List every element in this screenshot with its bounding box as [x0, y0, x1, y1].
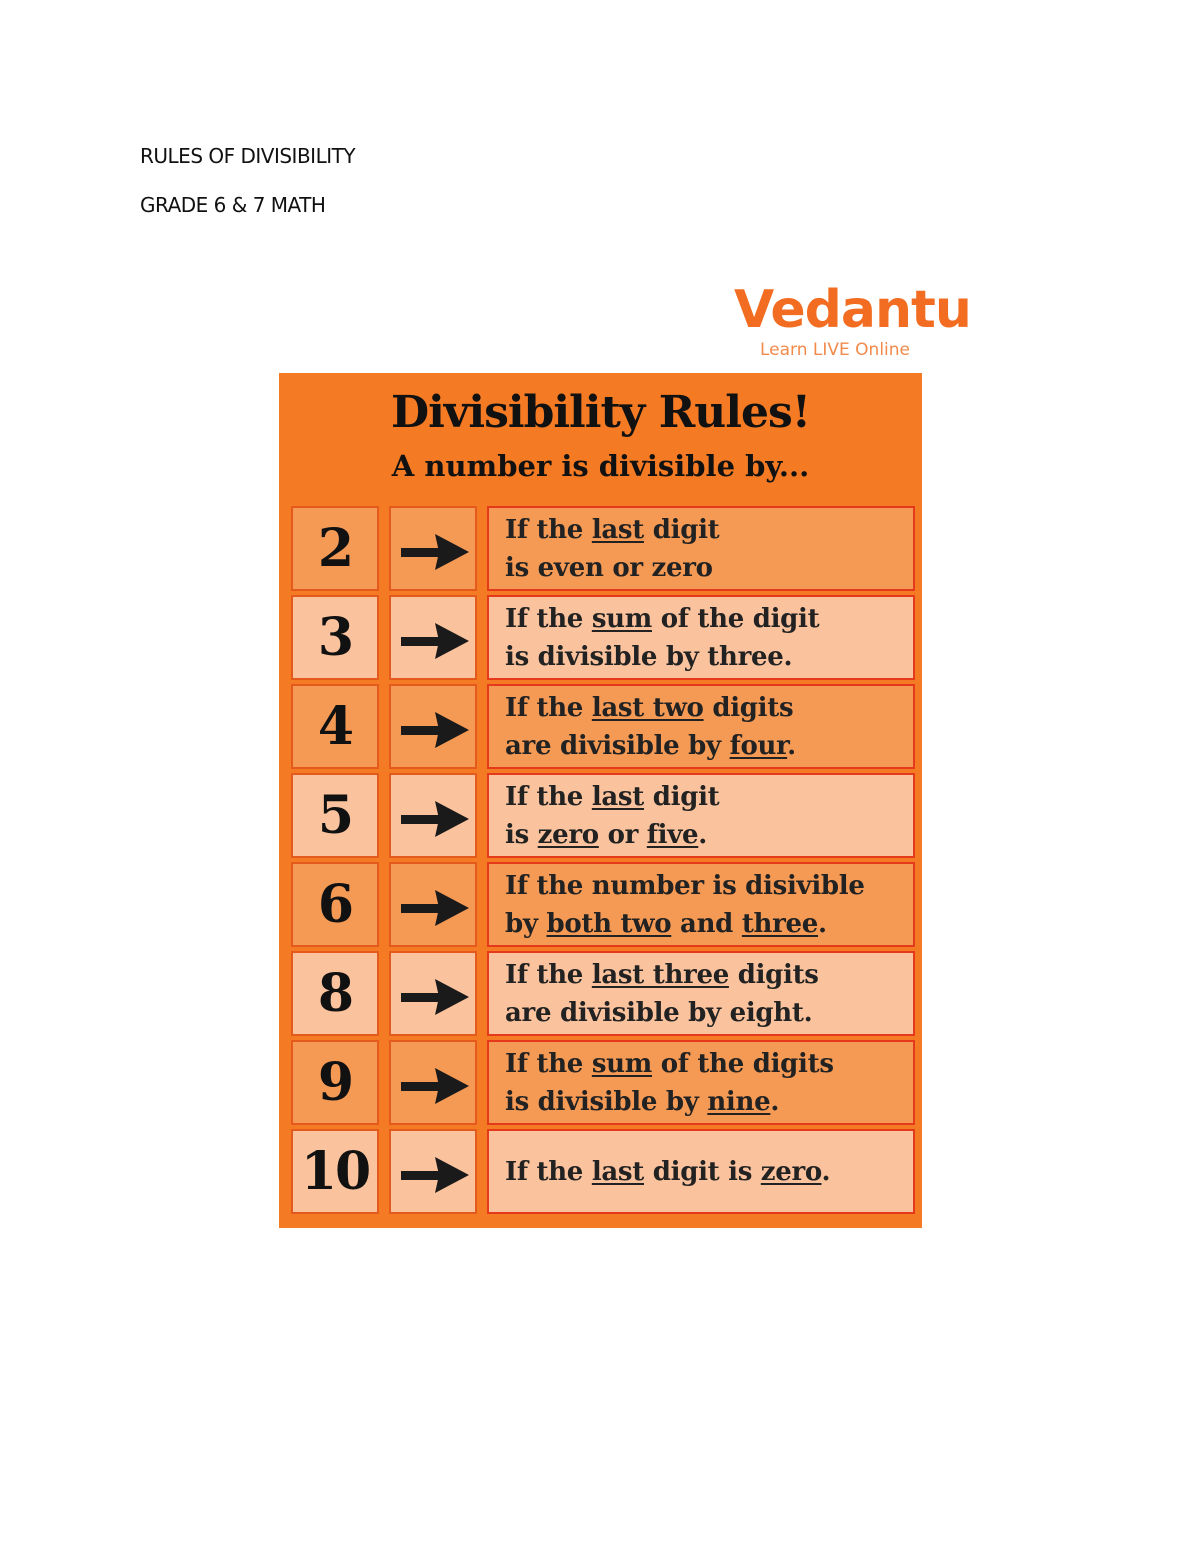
rule-line: If the last digit is zero.	[505, 1156, 831, 1187]
rule-line: is divisible by nine.	[505, 1086, 780, 1117]
arrow-cell	[389, 506, 477, 591]
number-cell	[291, 506, 379, 591]
rule-line: is zero or five.	[505, 819, 708, 850]
right-arrow-icon	[399, 710, 471, 750]
arrow-cell	[389, 1129, 477, 1214]
number-cell	[291, 862, 379, 947]
rule-cell	[487, 773, 915, 858]
rule-row	[291, 505, 916, 594]
number-cell	[291, 1040, 379, 1125]
right-arrow-icon	[399, 1066, 471, 1106]
rule-row	[291, 683, 916, 772]
poster-title: Divisibility Rules!	[390, 387, 811, 438]
document-title: RULES OF DIVISIBILITY	[140, 144, 356, 168]
vedantu-logo	[734, 280, 971, 366]
divisor-number: 3	[317, 607, 353, 668]
rule-line: is divisible by three.	[505, 641, 793, 672]
rule-text	[505, 597, 907, 678]
divisor-number: 9	[317, 1052, 353, 1113]
rule-cell	[487, 506, 915, 591]
rule-line: If the number is disivible	[505, 870, 865, 901]
rule-line: If the last digit	[505, 514, 720, 545]
rule-line: If the sum of the digits	[505, 1048, 834, 1079]
divisor-number: 6	[317, 874, 353, 935]
arrow-cell	[389, 684, 477, 769]
rule-cell	[487, 595, 915, 680]
arrow-cell	[389, 1040, 477, 1125]
rule-text	[505, 686, 907, 767]
rule-line: is even or zero	[505, 552, 713, 583]
number-cell	[291, 595, 379, 680]
rule-text	[505, 864, 907, 945]
rule-row	[291, 861, 916, 950]
arrow-cell	[389, 951, 477, 1036]
rules-table	[291, 505, 916, 1217]
rule-cell	[487, 1040, 915, 1125]
rule-row	[291, 772, 916, 861]
divisor-number: 2	[317, 518, 353, 579]
rule-row	[291, 594, 916, 683]
rule-text	[505, 1131, 907, 1212]
number-cell	[291, 1129, 379, 1214]
rule-line: are divisible by four.	[505, 730, 796, 761]
logo-tagline: Learn LIVE Online	[760, 340, 911, 360]
document-grade: GRADE 6 & 7 MATH	[140, 193, 326, 217]
right-arrow-icon	[399, 888, 471, 928]
divisibility-poster	[279, 373, 922, 1228]
rule-line: If the last two digits	[505, 692, 794, 723]
rule-cell	[487, 684, 915, 769]
rule-cell	[487, 1129, 915, 1214]
rule-text	[505, 1042, 907, 1123]
arrow-cell	[389, 862, 477, 947]
rule-cell	[487, 862, 915, 947]
rule-text	[505, 953, 907, 1034]
rule-cell	[487, 951, 915, 1036]
rule-row	[291, 1039, 916, 1128]
rule-row	[291, 1128, 916, 1217]
poster-subtitle: A number is divisible by...	[391, 449, 810, 483]
rule-text	[505, 508, 907, 589]
right-arrow-icon	[399, 621, 471, 661]
rule-line: are divisible by eight.	[505, 997, 813, 1028]
arrow-cell	[389, 773, 477, 858]
number-cell	[291, 684, 379, 769]
number-cell	[291, 951, 379, 1036]
divisor-number: 5	[317, 785, 353, 846]
right-arrow-icon	[399, 977, 471, 1017]
divisor-number: 4	[317, 696, 353, 757]
rule-line: If the sum of the digit	[505, 603, 820, 634]
right-arrow-icon	[399, 1155, 471, 1195]
rule-line: If the last digit	[505, 781, 720, 812]
rule-line: If the last three digits	[505, 959, 819, 990]
divisor-number: 8	[317, 963, 353, 1024]
right-arrow-icon	[399, 799, 471, 839]
logo-wordmark: Vedantu	[734, 280, 971, 340]
rule-text	[505, 775, 907, 856]
number-cell	[291, 773, 379, 858]
right-arrow-icon	[399, 532, 471, 572]
divisor-number: 10	[300, 1141, 370, 1202]
rule-line: by both two and three.	[505, 908, 827, 939]
arrow-cell	[389, 595, 477, 680]
rule-row	[291, 950, 916, 1039]
